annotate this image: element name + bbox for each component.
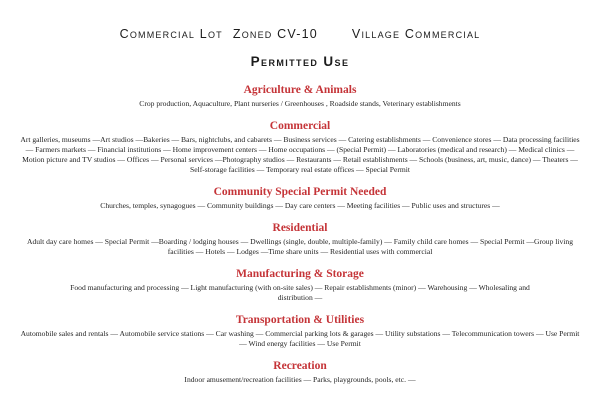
section-heading: Community Special Permit Needed: [213, 186, 387, 198]
section-heading: Manufacturing & Storage: [236, 268, 364, 280]
section-recreation: [18, 360, 582, 385]
section-body: Food manufacturing and processing — Light manufacturing (with on-site sales) — Repair establishments (minor) — Warehousing — Wholesaling and distribution —: [70, 283, 530, 302]
section-body: Adult day care homes — Special Permit —Boarding / lodging houses — Dwellings (single, double, multiple-family) — Family child care homes — Special Permit —Group living facilities — Hotels — Lodges —Time share units — Residential uses with commercial: [26, 237, 574, 256]
section-body: Automobile sales and rentals — Automobile service stations — Car washing — Commercial parking lots & garages — Utility substations — Telecommunication towers — Use Permit — Wind energy facilities — Use Permit: [20, 329, 580, 348]
section-heading: Residential: [272, 222, 328, 234]
sections-list: [18, 84, 582, 385]
section-manufacturing-storage: [18, 268, 582, 303]
section-body: Churches, temples, synagogues — Community buildings — Day care centers — Meeting facilities — Public uses and structures —: [100, 201, 500, 210]
section-transportation-utilities: [18, 314, 582, 349]
section-agriculture-animals: [18, 84, 582, 109]
section-heading: Agriculture & Animals: [243, 84, 357, 96]
section-community-special-permit: [18, 186, 582, 211]
section-commercial: [18, 120, 582, 175]
section-body: Crop production, Aquaculture, Plant nurseries / Greenhouses , Roadside stands, Veterinary establishments: [139, 99, 461, 108]
title-lot-label: Commercial Lot: [119, 27, 223, 41]
section-body: Art galleries, museums —Art studios —Bakeries — Bars, nightclubs, and cabarets — Business services — Catering establishments — Convenience stores — Data processing facilities — Farmers markets — Financial institutions — Home improvement centers — Home occupations — (Special Permit) — Laboratories (medical and research) — Medical clinics — Motion picture and TV studios — Offices — Personal services —Photography studios — Restaurants — Retail establishments — Schools (business, art, music, dance) — Theaters — Self-storage facilities — Temporary real estate offices — Special Permit: [20, 135, 580, 174]
permitted-use-subtitle: Permitted Use: [250, 54, 350, 69]
section-residential: [18, 222, 582, 257]
document-title: [18, 27, 582, 41]
section-body: Indoor amusement/recreation facilities — Parks, playgrounds, pools, etc. —: [184, 375, 416, 384]
section-heading: Recreation: [273, 360, 327, 372]
title-district-label: Village Commercial: [351, 27, 481, 41]
section-heading: Transportation & Utilities: [235, 314, 365, 326]
section-heading: Commercial: [269, 120, 331, 132]
title-zone-label: Zoned CV-10: [232, 27, 318, 41]
